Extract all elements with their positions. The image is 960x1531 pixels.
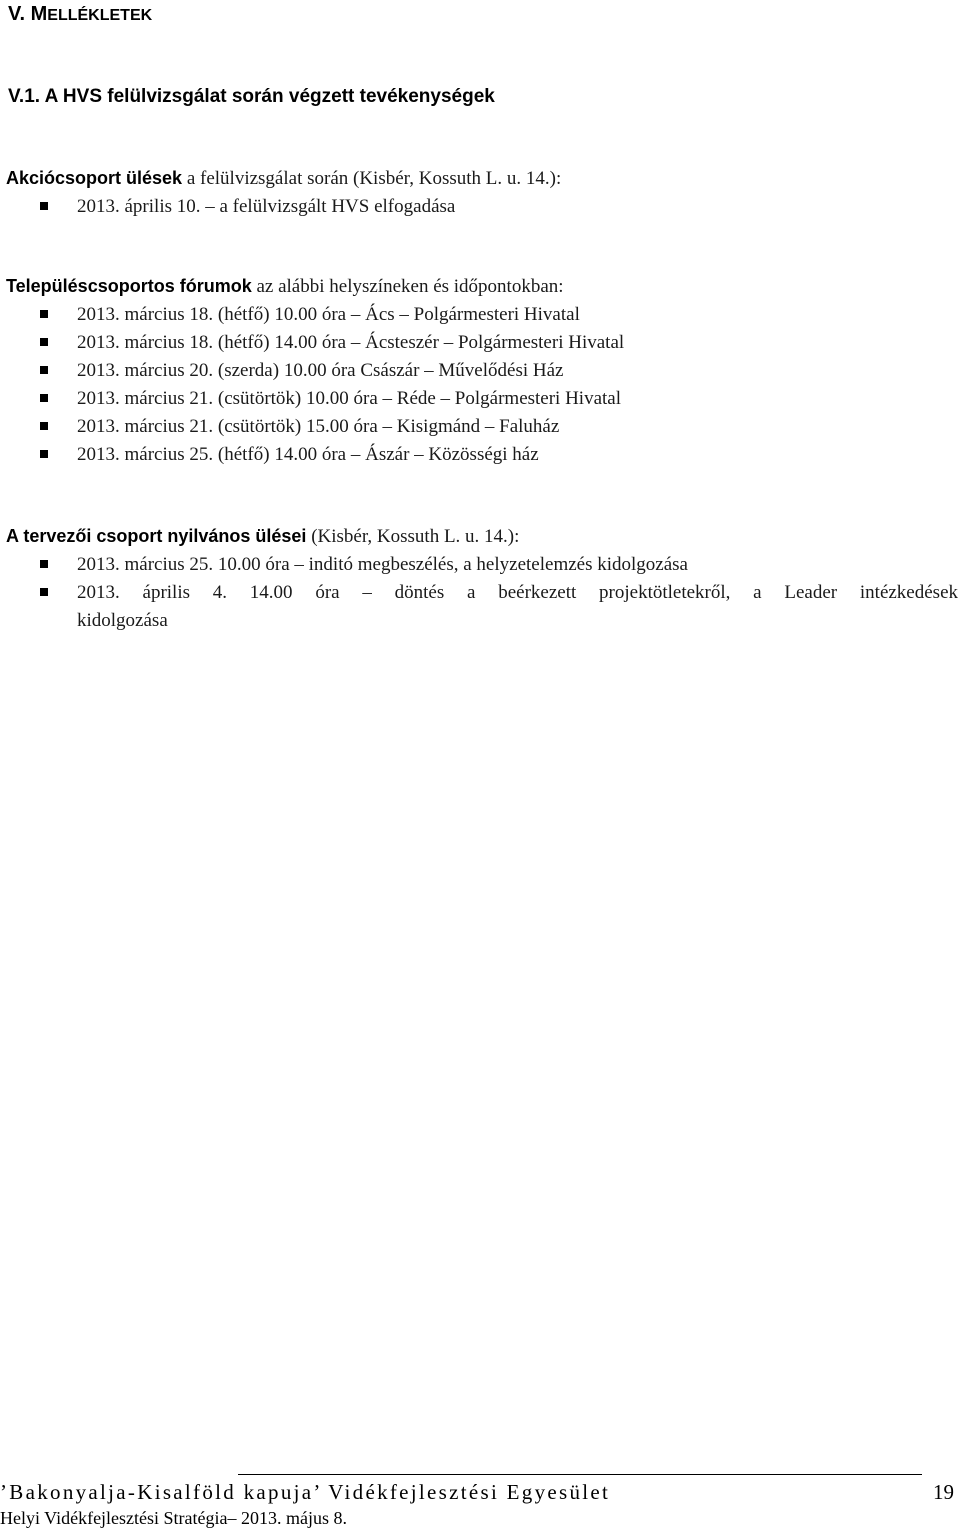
list-item-text: 2013. március 25. 10.00 óra – inditó megbeszélés, a helyzetelemzés kidolgozása [77,554,688,575]
list-item-text: 2013. április 4. 14.00 óra – döntés a beérkezett projektötletekről, a Leader intézkedések [77,582,958,603]
square-bullet-icon [40,338,48,346]
tervezo-lead-bold: A tervezői csoport nyilvános ülései [6,526,307,546]
list-item [6,193,958,221]
tervezo-lead [6,522,958,551]
forum-block [6,272,958,469]
list-item-text: 2013. március 25. (hétfő) 14.00 óra – Ászár – Közösségi ház [77,444,539,465]
list-item-text: 2013. március 20. (szerda) 10.00 óra Császár – Művelődési Ház [77,360,564,381]
list-item [6,413,958,441]
square-bullet-icon [40,422,48,430]
list-item [6,551,958,579]
list-item [6,329,958,357]
forum-list [6,301,958,469]
square-bullet-icon [40,202,48,210]
page-number: 19 [933,1480,954,1504]
list-item [6,441,958,469]
akcio-lead-rest: a felülvizsgálat során (Kisbér, Kossuth L. u. 14.): [182,168,562,189]
section-title: V.1. A HVS felülvizsgálat során végzett tevékenységek [8,86,495,107]
square-bullet-icon [40,560,48,568]
forum-lead [6,272,958,301]
list-item-text: 2013. március 21. (csütörtök) 10.00 óra – Réde – Polgármesteri Hivatal [77,388,622,409]
list-item-text: 2013. április 10. – a felülvizsgált HVS elfogadása [77,196,456,217]
page-title-first: V. M [8,3,48,25]
footer-document-title: Helyi Vidékfejlesztési Stratégia– 2013. május 8. [0,1508,348,1528]
forum-lead-rest: az alábbi helyszíneken és időpontokban: [251,276,564,297]
list-item [6,385,958,413]
square-bullet-icon [40,366,48,374]
tervezo-block [6,522,958,635]
footer-divider [238,1474,922,1475]
list-item-text: 2013. március 18. (hétfő) 14.00 óra – Ácsteszér – Polgármesteri Hivatal [77,332,625,353]
footer-organization: ’Bakonyalja-Kisalföld kapuja’ Vidékfejlesztési Egyesület [0,1480,611,1504]
page-title-rest: ELLÉKLETEK [47,7,153,24]
akcio-lead [6,164,958,193]
list-item [6,579,958,635]
square-bullet-icon [40,588,48,596]
akcio-lead-bold: Akciócsoport ülések [6,168,183,188]
square-bullet-icon [40,310,48,318]
list-item [6,301,958,329]
tervezo-list [6,551,958,635]
forum-lead-bold: Településcsoportos fórumok [6,276,252,296]
tervezo-lead-rest: (Kisbér, Kossuth L. u. 14.): [306,526,520,547]
list-item-text: 2013. március 21. (csütörtök) 15.00 óra – Kisigmánd – Faluház [77,416,560,437]
square-bullet-icon [40,450,48,458]
list-item-text: 2013. március 18. (hétfő) 10.00 óra – Ács – Polgármesteri Hivatal [77,304,580,325]
akcio-list [6,193,958,221]
list-item-text-continuation: kidolgozása [77,610,168,631]
square-bullet-icon [40,394,48,402]
akcio-block [6,164,958,221]
list-item [6,357,958,385]
page-title [8,2,152,28]
